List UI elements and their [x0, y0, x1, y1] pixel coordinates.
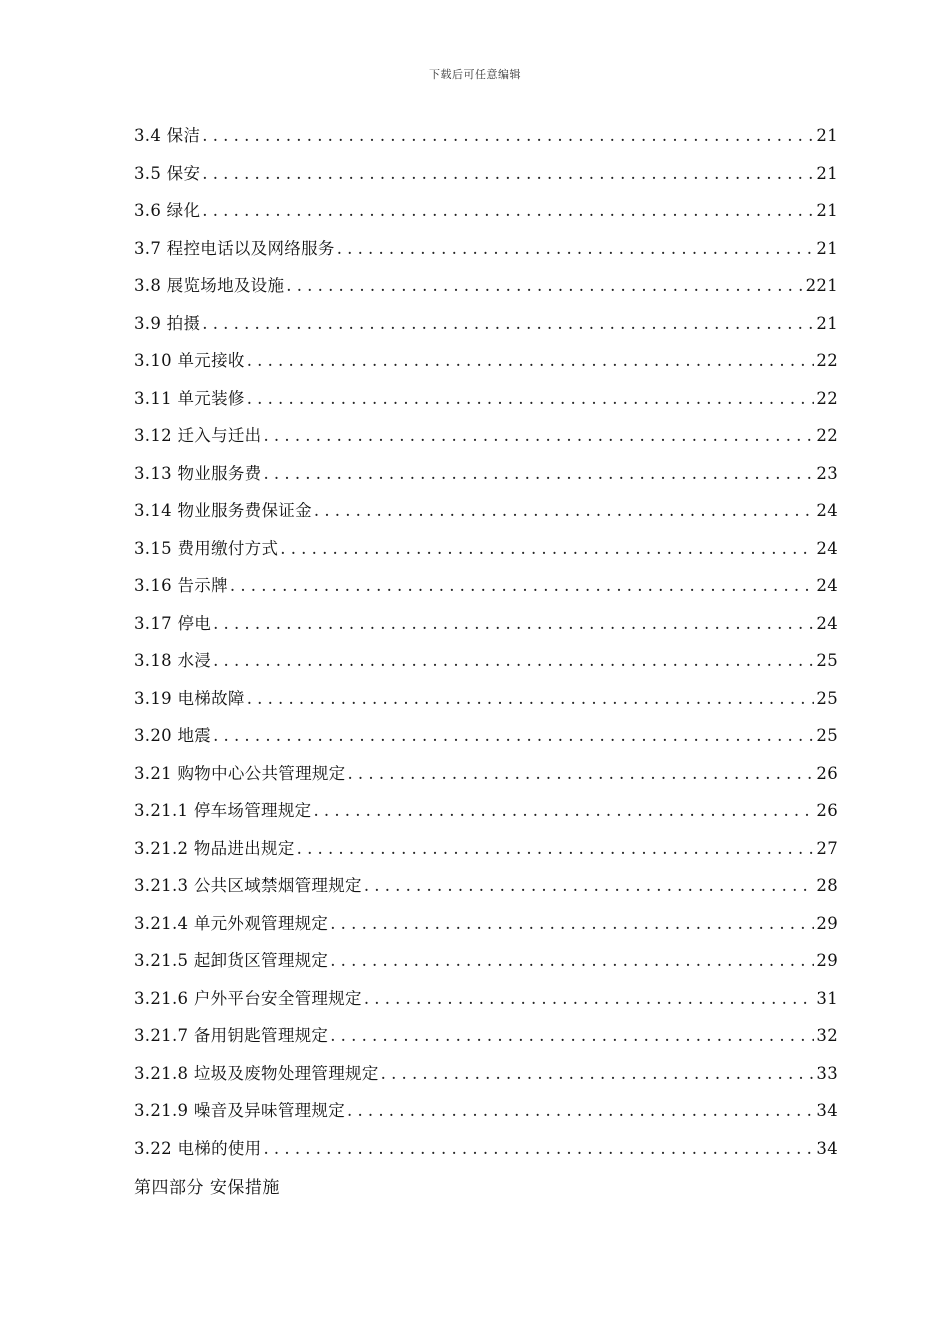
toc-entry-label: 3.7 程控电话以及网络服务: [134, 238, 335, 258]
toc-entry-label: 3.21.4 单元外观管理规定: [134, 913, 329, 933]
dot-leader: [247, 351, 815, 370]
toc-entry-page-number: 21: [816, 238, 838, 258]
toc-entry-page-number: 31: [816, 988, 838, 1008]
toc-entry-page-number: 27: [816, 838, 838, 858]
toc-entry[interactable]: [134, 647, 838, 685]
toc-entry-page-number: 26: [816, 801, 838, 820]
dot-leader: [286, 276, 803, 295]
dot-leader: [213, 614, 814, 633]
dot-leader: [280, 539, 814, 558]
toc-entry-page-number: 21: [816, 126, 838, 145]
toc-entry[interactable]: [134, 722, 838, 760]
toc-entry[interactable]: [134, 347, 838, 385]
toc-entry-page-number: 25: [816, 726, 838, 745]
toc-entry-label: 3.21.3 公共区域禁烟管理规定: [134, 876, 362, 895]
dot-leader: [202, 164, 814, 183]
dot-leader: [213, 726, 814, 745]
toc-entry[interactable]: [134, 235, 838, 273]
toc-entry-label: 3.16 告示牌: [134, 576, 228, 595]
toc-entry-label: 3.21.9 噪音及异味管理规定: [134, 1101, 346, 1120]
toc-entry-label: 3.11 单元装修: [134, 388, 245, 408]
toc-entry[interactable]: [134, 835, 838, 873]
toc-entry-page-number: 22: [816, 426, 838, 445]
toc-entry[interactable]: [134, 1060, 838, 1098]
toc-entry[interactable]: [134, 422, 838, 460]
toc-entry-page-number: 26: [816, 763, 838, 783]
toc-entry-label: 3.15 费用缴付方式: [134, 538, 279, 558]
table-of-contents: [134, 122, 838, 1172]
section-heading: 第四部分 安保措施: [134, 1178, 280, 1198]
dot-leader: [263, 426, 814, 445]
dot-leader: [347, 764, 814, 783]
dot-leader: [381, 1064, 815, 1083]
toc-entry-label: 3.8 展览场地及设施: [134, 276, 285, 295]
toc-entry-label: 3.13 物业服务费: [134, 463, 262, 483]
toc-entry-page-number: 25: [816, 651, 838, 670]
toc-entry[interactable]: [134, 1135, 838, 1173]
toc-entry-page-number: 24: [816, 538, 838, 558]
dot-leader: [314, 501, 815, 520]
dot-leader: [263, 464, 814, 483]
toc-entry[interactable]: [134, 1097, 838, 1135]
toc-entry-label: 3.21.7 备用钥匙管理规定: [134, 1026, 329, 1045]
toc-entry-label: 3.6 绿化: [134, 201, 201, 220]
toc-entry-label: 3.19 电梯故障: [134, 688, 245, 708]
toc-entry[interactable]: [134, 160, 838, 198]
toc-entry-label: 3.9 拍摄: [134, 313, 201, 333]
toc-entry[interactable]: [134, 385, 838, 423]
toc-entry[interactable]: [134, 310, 838, 348]
dot-leader: [330, 914, 814, 933]
toc-entry-label: 3.18 水浸: [134, 651, 212, 670]
dot-leader: [364, 876, 815, 895]
toc-entry-page-number: 34: [816, 1138, 838, 1158]
toc-entry-label: 3.21.8 垃圾及废物处理管理规定: [134, 1063, 379, 1083]
toc-entry-page-number: 21: [816, 313, 838, 333]
dot-leader: [347, 1101, 814, 1120]
toc-entry-label: 3.5 保安: [134, 163, 201, 183]
toc-entry-page-number: 28: [816, 876, 838, 895]
toc-entry-label: 3.12 迁入与迁出: [134, 426, 262, 445]
toc-entry-page-number: 21: [816, 201, 838, 220]
toc-entry[interactable]: [134, 760, 838, 798]
toc-entry-label: 3.4 保洁: [134, 126, 201, 145]
toc-entry[interactable]: [134, 122, 838, 160]
toc-entry[interactable]: [134, 1022, 838, 1060]
toc-entry[interactable]: [134, 872, 838, 910]
dot-leader: [247, 389, 815, 408]
dot-leader: [313, 801, 814, 820]
toc-entry-page-number: 22: [816, 351, 838, 370]
dot-leader: [330, 1026, 814, 1045]
toc-entry-label: 3.21.5 起卸货区管理规定: [134, 951, 329, 970]
dot-leader: [202, 314, 814, 333]
toc-entry[interactable]: [134, 460, 838, 498]
toc-entry-page-number: 24: [816, 501, 838, 520]
toc-entry-page-number: 22: [816, 388, 838, 408]
toc-entry-page-number: 33: [816, 1063, 838, 1083]
toc-entry[interactable]: [134, 272, 838, 310]
dot-leader: [213, 651, 814, 670]
dot-leader: [202, 201, 814, 220]
toc-entry-page-number: 24: [816, 613, 838, 633]
toc-entry-label: 3.22 电梯的使用: [134, 1138, 262, 1158]
toc-entry-page-number: 24: [816, 576, 838, 595]
dot-leader: [247, 689, 815, 708]
toc-entry[interactable]: [134, 947, 838, 985]
dot-leader: [330, 951, 814, 970]
toc-entry-label: 3.17 停电: [134, 613, 212, 633]
toc-entry-page-number: 221: [805, 276, 838, 295]
toc-entry[interactable]: [134, 910, 838, 948]
toc-entry-label: 3.21.2 物品进出规定: [134, 838, 295, 858]
toc-entry-label: 3.14 物业服务费保证金: [134, 501, 312, 520]
toc-entry-label: 3.21 购物中心公共管理规定: [134, 763, 346, 783]
toc-entry-label: 3.21.6 户外平台安全管理规定: [134, 988, 362, 1008]
toc-entry[interactable]: [134, 797, 838, 835]
toc-entry[interactable]: [134, 197, 838, 235]
page-header: 下载后可任意编辑: [429, 68, 521, 81]
dot-leader: [337, 239, 815, 258]
toc-entry-page-number: 34: [816, 1101, 838, 1120]
toc-entry-page-number: 23: [816, 463, 838, 483]
dot-leader: [263, 1139, 814, 1158]
toc-entry[interactable]: [134, 535, 838, 573]
toc-entry[interactable]: [134, 572, 838, 610]
toc-entry[interactable]: [134, 685, 838, 723]
toc-entry[interactable]: [134, 497, 838, 535]
dot-leader: [297, 839, 815, 858]
toc-entry-label: 3.20 地震: [134, 726, 212, 745]
toc-entry-label: 3.21.1 停车场管理规定: [134, 801, 312, 820]
toc-entry-page-number: 25: [816, 688, 838, 708]
toc-entry-page-number: 32: [816, 1026, 838, 1045]
toc-entry[interactable]: [134, 610, 838, 648]
toc-entry[interactable]: [134, 985, 838, 1023]
toc-entry-label: 3.10 单元接收: [134, 351, 245, 370]
toc-entry-page-number: 29: [816, 951, 838, 970]
dot-leader: [230, 576, 815, 595]
dot-leader: [202, 126, 814, 145]
toc-entry-page-number: 29: [816, 913, 838, 933]
dot-leader: [364, 989, 815, 1008]
toc-entry-page-number: 21: [816, 163, 838, 183]
